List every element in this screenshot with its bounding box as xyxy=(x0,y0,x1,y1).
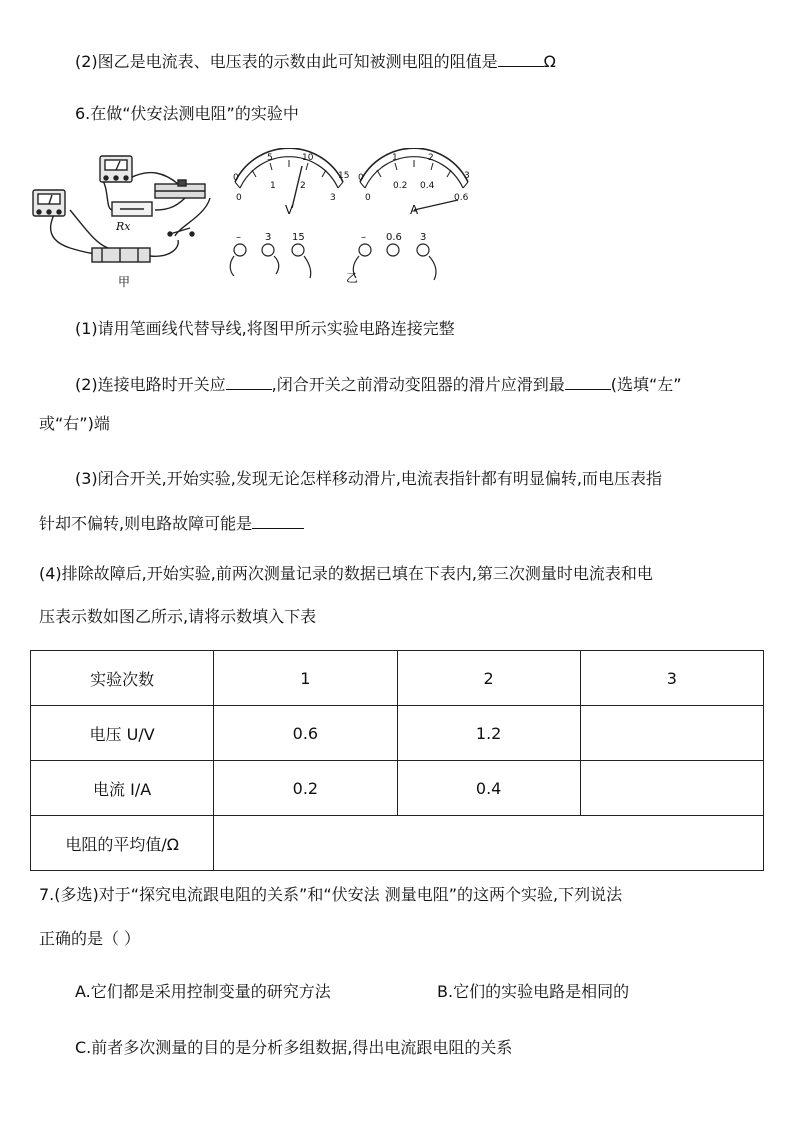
q7-option-b: B.它们的实验电路是相同的 xyxy=(437,982,630,1001)
q6-part2-blank1[interactable] xyxy=(226,373,272,390)
a-term-3: 3 xyxy=(420,232,427,243)
q6-part2-text-b: ,闭合开关之前滑动变阻器的滑片应滑到最 xyxy=(271,375,565,394)
q7-option-c: C.前者多次测量的目的是分析多组数据,得出电流跟电阻的关系 xyxy=(75,1038,513,1057)
q6-part2-text-a: (2)连接电路时开关应 xyxy=(75,375,226,394)
v-top-15: 15 xyxy=(338,171,350,181)
table-cell: 电流 I/A xyxy=(31,761,214,816)
q5-part2-text: (2)图乙是电流表、电压表的示数由此可知被测电阻的阻值是 xyxy=(75,52,498,71)
circuit-diagram-jia xyxy=(33,156,210,262)
q5-unit: Ω xyxy=(543,52,556,71)
resistor-label: Rx xyxy=(116,220,131,233)
table-cell: 0.2 xyxy=(214,761,397,816)
a-top-0: 0 xyxy=(358,173,364,183)
table-row xyxy=(31,706,764,761)
v-term-3: 3 xyxy=(265,232,272,243)
q6-part2-text-c: (选填“左” xyxy=(610,375,682,394)
q6-part3-line1: (3)闭合开关,开始实验,发现无论怎样移动滑片,电流表指针都有明显偏转,而电压表指 xyxy=(75,469,663,488)
ammeter-dial xyxy=(360,148,468,210)
q7-line1: 7.(多选)对于“探究电流跟电阻的关系”和“伏安法 测量电阻”的这两个实验,下列说法 xyxy=(39,885,623,904)
a-top-1: 1 xyxy=(392,153,398,163)
table-cell: 电压 U/V xyxy=(31,706,214,761)
v-top-0: 0 xyxy=(233,173,239,183)
current-answer-cell[interactable] xyxy=(580,761,763,816)
v-bot-1: 1 xyxy=(270,181,276,191)
q7-line2: 正确的是（ ） xyxy=(39,929,141,948)
voltmeter-label: V xyxy=(285,203,294,217)
meter-terminals xyxy=(230,244,436,280)
a-top-3: 3 xyxy=(464,171,470,181)
ammeter-label: A xyxy=(410,203,419,217)
q6-part3-line2 xyxy=(39,512,304,535)
q7-option-a: A.它们都是采用控制变量的研究方法 xyxy=(75,982,331,1001)
v-bot-2: 2 xyxy=(300,181,306,191)
a-term-neg: – xyxy=(361,232,366,243)
q6-part1: (1)请用笔画线代替导线,将图甲所示实验电路连接完整 xyxy=(75,319,455,338)
a-bot-06: 0.6 xyxy=(454,193,469,203)
a-term-06: 0.6 xyxy=(386,232,402,243)
label-yi: 乙 xyxy=(346,271,359,285)
v-bot-0: 0 xyxy=(236,193,242,203)
a-bot-04: 0.4 xyxy=(420,181,435,191)
circuit-figure xyxy=(30,148,490,290)
table-cell: 1.2 xyxy=(397,706,580,761)
table-cell: 电阻的平均值/Ω xyxy=(31,816,214,871)
table-cell: 0.6 xyxy=(214,706,397,761)
table-cell: 3 xyxy=(580,651,763,706)
q5-answer-blank[interactable] xyxy=(498,50,544,67)
table-cell: 2 xyxy=(397,651,580,706)
q6-part3-blank[interactable] xyxy=(252,512,304,529)
table-cell: 实验次数 xyxy=(31,651,214,706)
q6-title: 6.在做“伏安法测电阻”的实验中 xyxy=(75,104,299,123)
a-bot-02: 0.2 xyxy=(393,181,408,191)
v-term-neg: – xyxy=(236,232,241,243)
table-row xyxy=(31,651,764,706)
q6-part4-line2: 压表示数如图乙所示,请将示数填入下表 xyxy=(39,607,317,626)
q5-part2-line xyxy=(75,50,556,73)
table-cell: 0.4 xyxy=(397,761,580,816)
v-top-5: 5 xyxy=(267,153,273,163)
a-top-2: 2 xyxy=(428,153,434,163)
q6-part4-line1: (4)排除故障后,开始实验,前两次测量记录的数据已填在下表内,第三次测量时电流表和电 xyxy=(39,564,653,583)
average-resistance-cell[interactable] xyxy=(214,816,764,871)
q6-part3-text-b: 针却不偏转,则电路故障可能是 xyxy=(39,514,253,533)
v-term-15: 15 xyxy=(292,232,305,243)
table-row xyxy=(31,761,764,816)
q6-part2-line2: 或“右”)端 xyxy=(39,414,110,433)
v-bot-3: 3 xyxy=(330,193,336,203)
table-row xyxy=(31,816,764,871)
voltage-answer-cell[interactable] xyxy=(580,706,763,761)
q6-part2-line1 xyxy=(75,373,682,396)
label-jia: 甲 xyxy=(118,275,131,289)
a-bot-0: 0 xyxy=(365,193,371,203)
table-cell: 1 xyxy=(214,651,397,706)
measurement-table xyxy=(30,650,764,871)
voltmeter-dial xyxy=(235,148,343,208)
v-top-10: 10 xyxy=(302,153,314,163)
q6-part2-blank2[interactable] xyxy=(565,373,611,390)
